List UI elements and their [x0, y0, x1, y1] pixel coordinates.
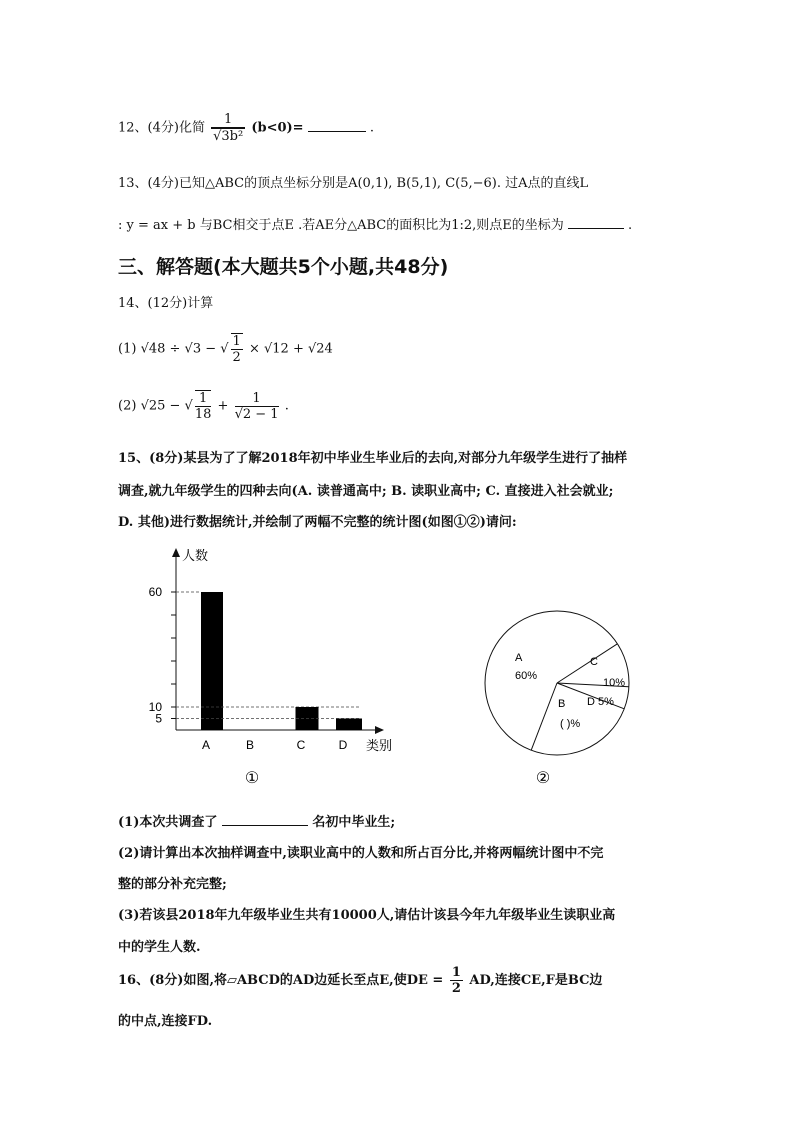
q14-p2-plus: +: [217, 398, 229, 414]
q15-sub2-line1: (2)请计算出本次抽样调查中,读职业高中的人数和所占百分比,并将两幅统计图中不完: [118, 846, 604, 861]
q16-line1-b: AD,连接CE,F是BC边: [469, 973, 603, 988]
slice-b-label: B: [558, 698, 566, 710]
question-13-line2: [118, 214, 632, 233]
question-16-line2: 的中点,连接FD.: [118, 1014, 213, 1029]
q15-sub3-line1: (3)若该县2018年九年级毕业生共有10000人,请估计该县今年九年级毕业生读职业高: [118, 908, 616, 923]
slice-a-value: 60%: [515, 670, 538, 682]
q15-sub1-blank[interactable]: [222, 813, 308, 826]
q12-frac-den: √3b²: [213, 129, 244, 144]
q12-frac-num: 1: [211, 112, 245, 128]
q14-p2-frac1-num: 1: [195, 390, 212, 407]
q13-answer-blank[interactable]: [568, 216, 624, 229]
q12-fraction: [211, 112, 245, 144]
slice-c-value: 10%: [603, 677, 626, 689]
pie-divider: [531, 683, 557, 750]
question-12: [118, 112, 374, 144]
q15-sub1-a: (1)本次共调查了: [118, 815, 218, 830]
q13-end: .: [628, 218, 633, 233]
q14-p2-expr-a: √25 −: [140, 398, 181, 414]
q14-p1-expr-b: × √12 + √24: [248, 341, 333, 357]
category-label: D: [338, 738, 348, 752]
q14-p2-frac2-num: 1: [235, 391, 279, 407]
slice-c-label: C: [590, 656, 598, 668]
q14-p2-frac2-den: √2 − 1: [234, 406, 279, 422]
figure-label-1: ①: [244, 770, 260, 787]
category-label: B: [245, 738, 255, 752]
question-13-line1: [118, 172, 588, 191]
q12-answer-blank[interactable]: [308, 119, 366, 132]
category-labels: [202, 738, 348, 752]
pie-divider-lines: [531, 644, 629, 750]
q15-line3: D. 其他)进行数据统计,并绘制了两幅不完整的统计图(如图①②)请问:: [118, 515, 517, 530]
slice-b-value: ( )%: [560, 718, 581, 730]
q14-p1-frac-num: 1: [232, 334, 241, 349]
q16-fraction: [450, 965, 463, 996]
y-axis-label: 人数: [182, 548, 209, 563]
q14-p1-fraction: [231, 333, 243, 365]
q14-p2-frac1-den: 18: [194, 407, 212, 422]
figures: [0, 540, 794, 800]
q14-p2-label: (2): [118, 398, 137, 414]
question-16-line1: [118, 965, 602, 996]
pie-chart: [485, 611, 629, 787]
q14-p1-label: (1): [118, 341, 137, 357]
x-axis-label: 类别: [366, 738, 393, 753]
q14-p2-end: .: [284, 398, 289, 414]
y-ticks: [149, 585, 176, 726]
q14-p2-fraction-1: [195, 390, 212, 422]
q15-sub3-line2: 中的学生人数.: [118, 940, 201, 955]
y-tick-label: 10: [148, 700, 162, 714]
q14-part2: (2) √25 − √ $\frac{1}{18}$ + $\frac{1}{√2 - 1}$ .: [118, 390, 289, 422]
bar-d: [336, 719, 362, 731]
bar-a: [201, 592, 223, 730]
question-14-title: [118, 292, 213, 311]
x-axis-arrow: [375, 726, 384, 734]
q16-line1-a: 16、(8分)如图,将▱ABCD的AD边延长至点E,使DE =: [118, 973, 444, 988]
y-tick-label: 5: [155, 711, 162, 726]
y-axis-arrow: [172, 548, 180, 557]
q12-condition: (b<0)=: [251, 120, 304, 136]
y-tick-label: 60: [148, 585, 162, 599]
q13-line2: : y = ax + b 与BC相交于点E .若AE分△ABC的面积比为1:2,则点E的坐标为: [118, 218, 564, 233]
q14-p1-frac-den: 2: [232, 350, 241, 365]
q12-end: .: [369, 120, 374, 136]
section-3-heading: 三、解答题(本大题共5个小题,共48分): [118, 256, 449, 278]
q12-prefix: 12、(4分)化简: [118, 120, 205, 136]
category-label: C: [296, 738, 306, 752]
q13-line1: 13、(4分)已知△ABC的顶点坐标分别是A(0,1), B(5,1), C(5,−6). 过A点的直线L: [118, 176, 589, 191]
figure-label-2: ②: [535, 770, 551, 787]
q16-frac-num: 1: [451, 965, 461, 980]
q14-title: 14、(12分)计算: [118, 296, 214, 311]
q16-frac-den: 2: [451, 981, 461, 996]
q15-sub2-line2: 整的部分补充完整;: [118, 877, 227, 892]
slice-d-value: 5%: [598, 696, 614, 708]
q15-line1: 15、(8分)某县为了了解2018年初中毕业生毕业后的去向,对部分九年级学生进行了抽样: [118, 451, 628, 466]
q15-sub1-b: 名初中毕业生;: [312, 815, 396, 830]
bars: [176, 592, 362, 730]
q15-sub1: [118, 811, 395, 830]
bar-chart: [149, 548, 392, 787]
q15-line2: 调查,就九年级学生的四种去向(A. 读普通高中; B. 读职业高中; C. 直接进入社会就业;: [118, 484, 614, 499]
slice-a-label: A: [515, 652, 523, 664]
q14-part1: (1) √48 ÷ √3 − √ $\frac{1}{2}$ × √12 + √24: [118, 334, 333, 365]
q14-p2-fraction-2: [235, 391, 279, 422]
category-label: A: [201, 738, 211, 752]
q14-p1-expr-a: √48 ÷ √3 −: [140, 341, 217, 357]
slice-d-label: D: [587, 696, 595, 708]
